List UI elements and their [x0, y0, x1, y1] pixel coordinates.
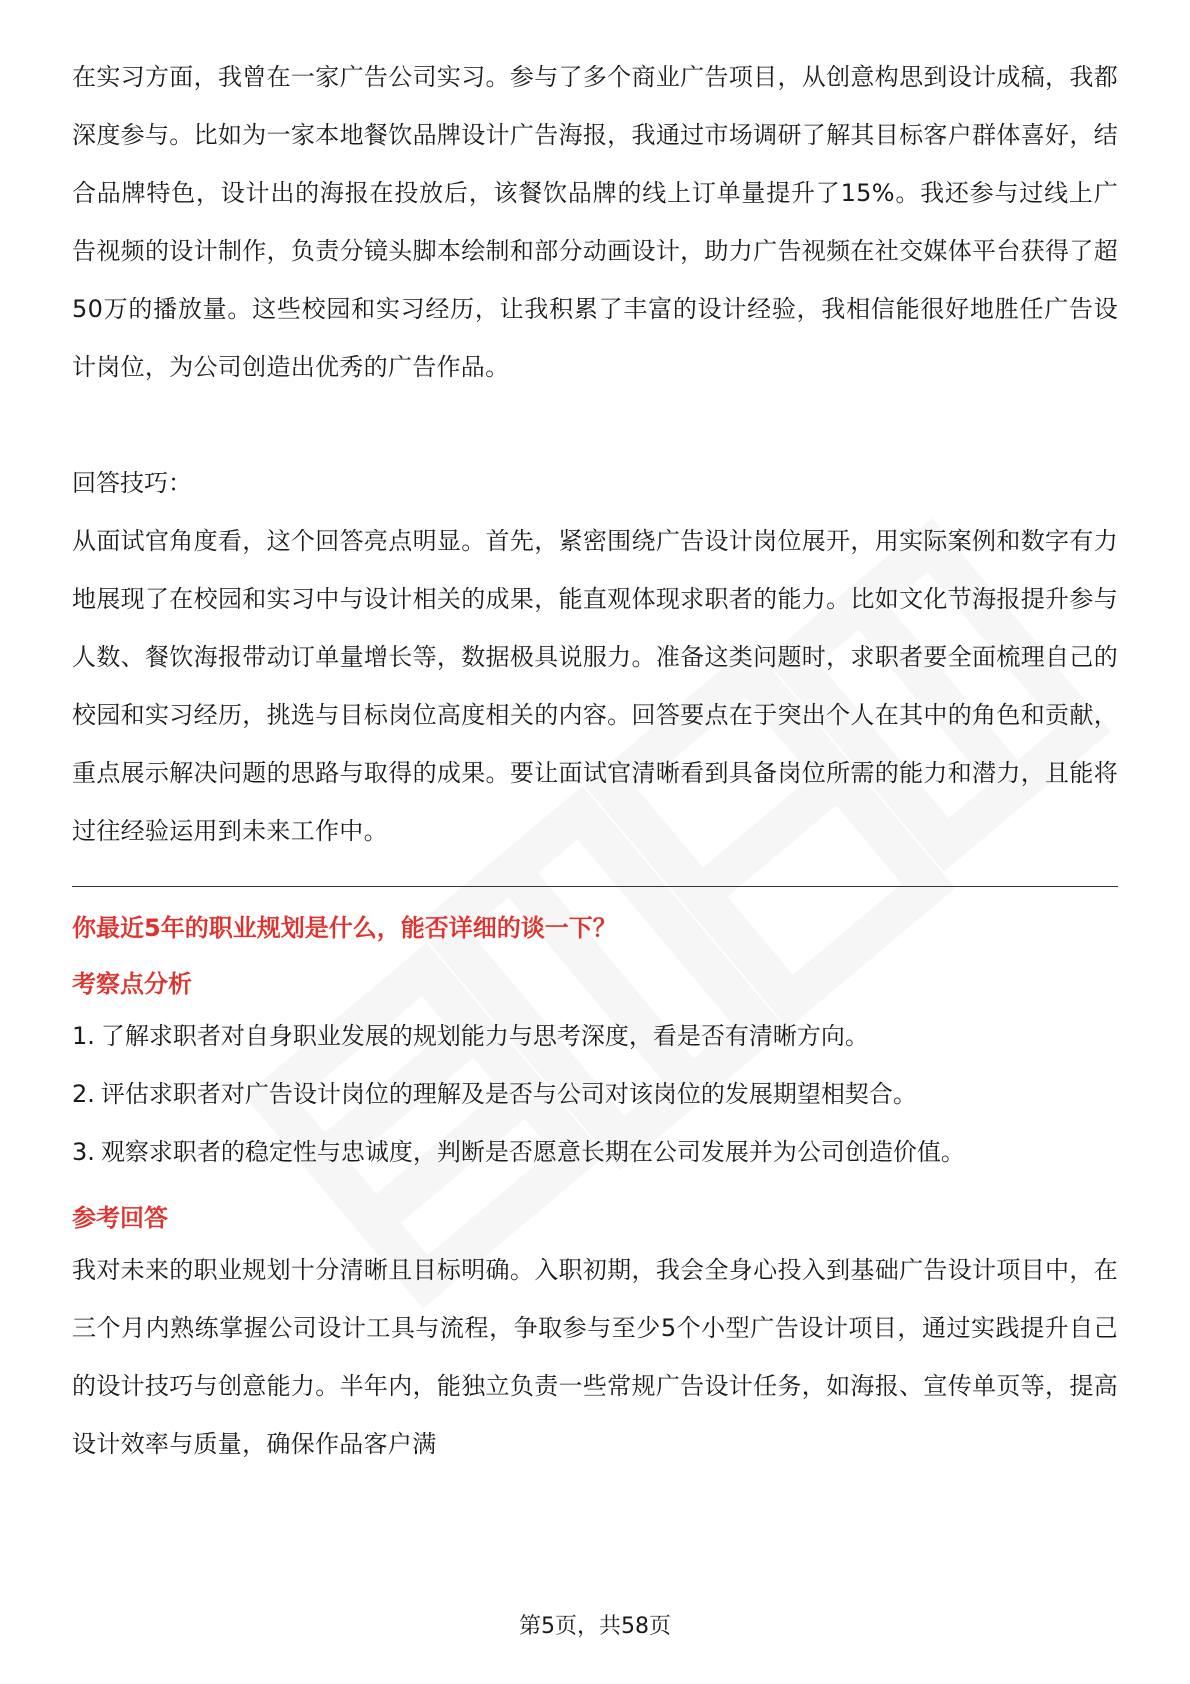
list-item	[72, 1123, 1118, 1181]
question-title: 你最近5年的职业规划是什么，能否详细的谈一下？	[72, 914, 617, 942]
reference-title: 参考回答	[72, 1204, 168, 1232]
page-footer: 第5页，共58页	[519, 1614, 671, 1639]
paragraph-gap	[72, 396, 1118, 454]
analysis-list	[72, 1007, 1118, 1181]
reference-paragraph: 我对未来的职业规划十分清晰且目标明确。入职初期，我会全身心投入到基础广告设计项目中，在三个月内熟练掌握公司设计工具与流程，争取参与至少5个小型广告设计项目，通过实践提升自己的设计技巧与创意能力。半年内，能独立负责一些常规广告设计任务，如海报、宣传单页等，提高设计效率与质量，确保作品客户满	[72, 1256, 1118, 1458]
list-item-text: 观察求职者的稳定性与忠诚度，判断是否愿意长期在公司发展并为公司创造价值。	[100, 1138, 965, 1166]
tips-label: 回答技巧：	[72, 469, 192, 497]
list-item-text: 了解求职者对自身职业发展的规划能力与思考深度，看是否有清晰方向。	[100, 1022, 869, 1050]
list-item	[72, 1007, 1118, 1065]
list-item-number: 2.	[72, 1080, 95, 1108]
internship-paragraph: 在实习方面，我曾在一家广告公司实习。参与了多个商业广告项目，从创意构思到设计成稿，我都深度参与。比如为一家本地餐饮品牌设计广告海报，我通过市场调研了解其目标客户群体喜好，结合品牌特色，设计出的海报在投放后，该餐饮品牌的线上订单量提升了15%。我还参与过线上广告视频的设计制作，负责分镜头脚本绘制和部分动画设计，助力广告视频在社交媒体平台获得了超50万的播放量。这些校园和实习经历，让我积累了丰富的设计经验，我相信能很好地胜任广告设计岗位，为公司创造出优秀的广告作品。	[72, 63, 1118, 381]
list-item-number: 1.	[72, 1022, 95, 1050]
list-item-number: 3.	[72, 1138, 95, 1166]
section-divider	[72, 886, 1118, 887]
analysis-title: 考察点分析	[72, 970, 192, 998]
list-item-text: 评估求职者对广告设计岗位的理解及是否与公司对该岗位的发展期望相契合。	[100, 1080, 917, 1108]
document-content	[72, 48, 1118, 1473]
tips-paragraph: 从面试官角度看，这个回答亮点明显。首先，紧密围绕广告设计岗位展开，用实际案例和数字有力地展现了在校园和实习中与设计相关的成果，能直观体现求职者的能力。比如文化节海报提升参与人数、餐饮海报带动订单量增长等，数据极具说服力。准备这类问题时，求职者要全面梳理自己的校园和实习经历，挑选与目标岗位高度相关的内容。回答要点在于突出个人在其中的角色和贡献，重点展示解决问题的思路与取得的成果。要让面试官清晰看到具备岗位所需的能力和潜力，且能将过往经验运用到未来工作中。	[72, 527, 1118, 845]
list-item	[72, 1065, 1118, 1123]
